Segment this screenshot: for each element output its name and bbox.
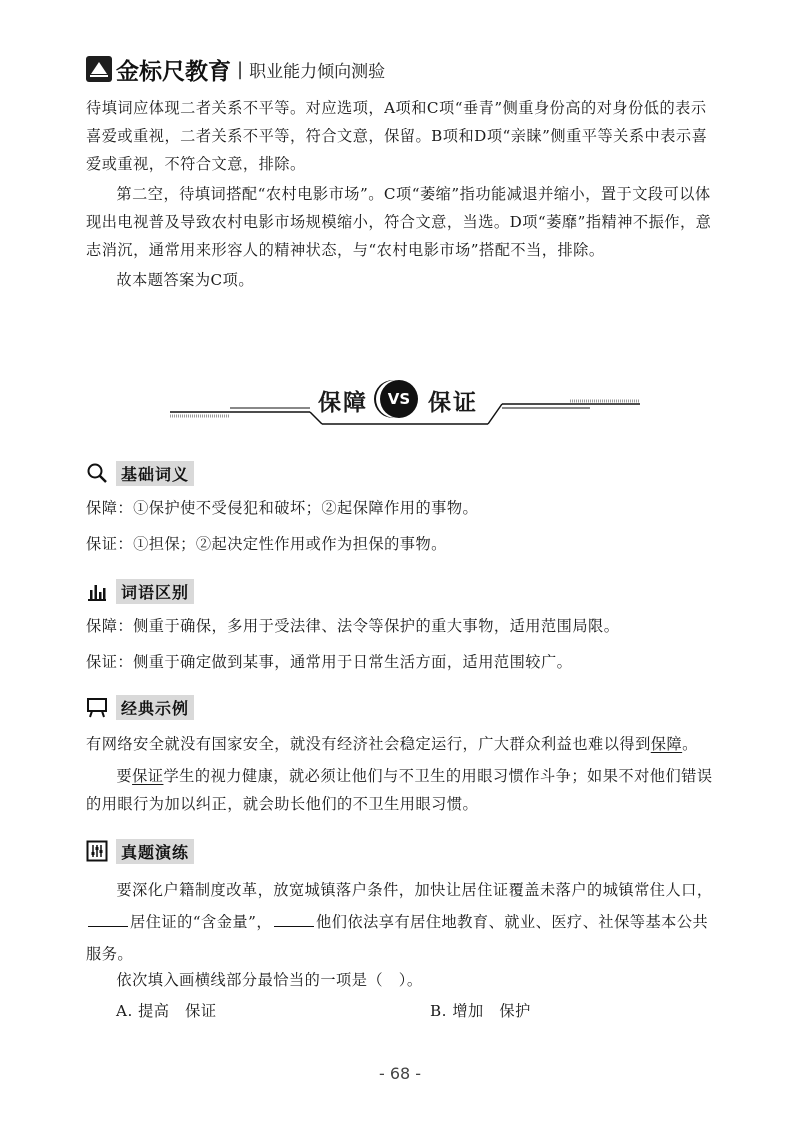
example-1-text-before: 有网络安全就没有国家安全，就没有经济社会稳定运行，广大群众利益也难以得到 <box>86 735 651 753</box>
example-sentence-2 <box>86 762 722 818</box>
brand-logo-icon <box>86 56 112 82</box>
banner-word-1: 保障 <box>318 389 368 416</box>
option-b: B. 增加 保护 <box>430 1002 531 1020</box>
banner-word-2: 保证 <box>428 389 478 416</box>
question-text-part-3: 他们依法享有居住地教育、就业、医疗、社保等基本公共服务。 <box>86 913 709 963</box>
option-a: A. 提高 保证 <box>116 1002 217 1020</box>
header-separator: | <box>237 58 244 80</box>
page-header <box>86 52 385 86</box>
page-number: - 68 - <box>378 1064 422 1083</box>
basic-meaning-line-1: 保障：①保护使不受侵犯和破坏；②起保障作用的事物。 <box>86 499 479 517</box>
analysis-answer: 故本题答案为C项。 <box>116 271 255 289</box>
section-practice <box>86 838 194 864</box>
example-sentence-1 <box>86 730 722 758</box>
section-basic-meaning <box>86 460 194 486</box>
brand-name: 金标尺教育 <box>116 58 231 85</box>
difference-line-2: 保证：侧重于确定做到某事，通常用于日常生活方面，适用范围较广。 <box>86 653 573 671</box>
example-1-keyword: 保障 <box>650 735 683 753</box>
presentation-board-icon <box>86 696 108 718</box>
analysis-paragraph-2: 第二空，待填词搭配“农村电影市场”。C项“萎缩”指功能减退并缩小，置于文段可以体现出电视普及导致农村电影市场规模缩小，符合文意，当选。D项“萎靡”指精神不振作，意志消沉，通常用来形容人的精神状态，与“农村电影市场”搭配不当，排除。 <box>86 185 712 259</box>
vs-badge: VS <box>380 380 418 418</box>
bar-chart-icon <box>86 580 108 602</box>
analysis-paragraph-1: 待填词应体现二者关系不平等。对应选项，A项和C项“垂青”侧重身份高的对身份低的表示喜爱或重视，二者关系不平等，符合文意，保留。B项和D项“亲睐”侧重平等关系中表示喜爱或重视，不符合文意，排除。 <box>86 99 708 173</box>
example-2-text-after: 学生的视力健康，就必须让他们与不卫生的用眼习惯作斗争；如果不对他们错误的用眼行为加以纠正，就会助长他们的不卫生用眼习惯。 <box>86 767 713 813</box>
basic-meaning-line-2: 保证：①担保；②起决定性作用或作为担保的事物。 <box>86 535 447 553</box>
answer-blank-2 <box>274 912 314 927</box>
question-text-part-2: 居住证的“含金量”， <box>130 913 273 931</box>
section-word-difference <box>86 578 194 604</box>
section-title-examples: 经典示例 <box>116 695 194 720</box>
practice-question <box>86 874 722 970</box>
example-2-text-before: 要 <box>116 767 133 785</box>
practice-prompt: 依次填入画横线部分最恰当的一项是（ ）。 <box>116 971 423 989</box>
example-1-text-after: 。 <box>682 735 698 753</box>
section-classic-examples <box>86 694 194 720</box>
section-title-basic: 基础词义 <box>116 461 194 486</box>
section-title-difference: 词语区别 <box>116 579 194 604</box>
difference-line-1: 保障：侧重于确保，多用于受法律、法令等保护的重大事物，适用范围局限。 <box>86 617 620 635</box>
question-text-part-1: 要深化户籍制度改革，放宽城镇落户条件，加快让居住证覆盖未落户的城镇常住人口， <box>116 881 713 899</box>
answer-blank-1 <box>88 912 128 927</box>
example-2-keyword: 保证 <box>132 767 164 785</box>
sliders-icon <box>86 840 108 862</box>
section-title-practice: 真题演练 <box>116 839 194 864</box>
comparison-banner <box>170 378 640 428</box>
header-subtitle: 职业能力倾向测验 <box>249 61 386 82</box>
search-icon <box>86 462 108 484</box>
